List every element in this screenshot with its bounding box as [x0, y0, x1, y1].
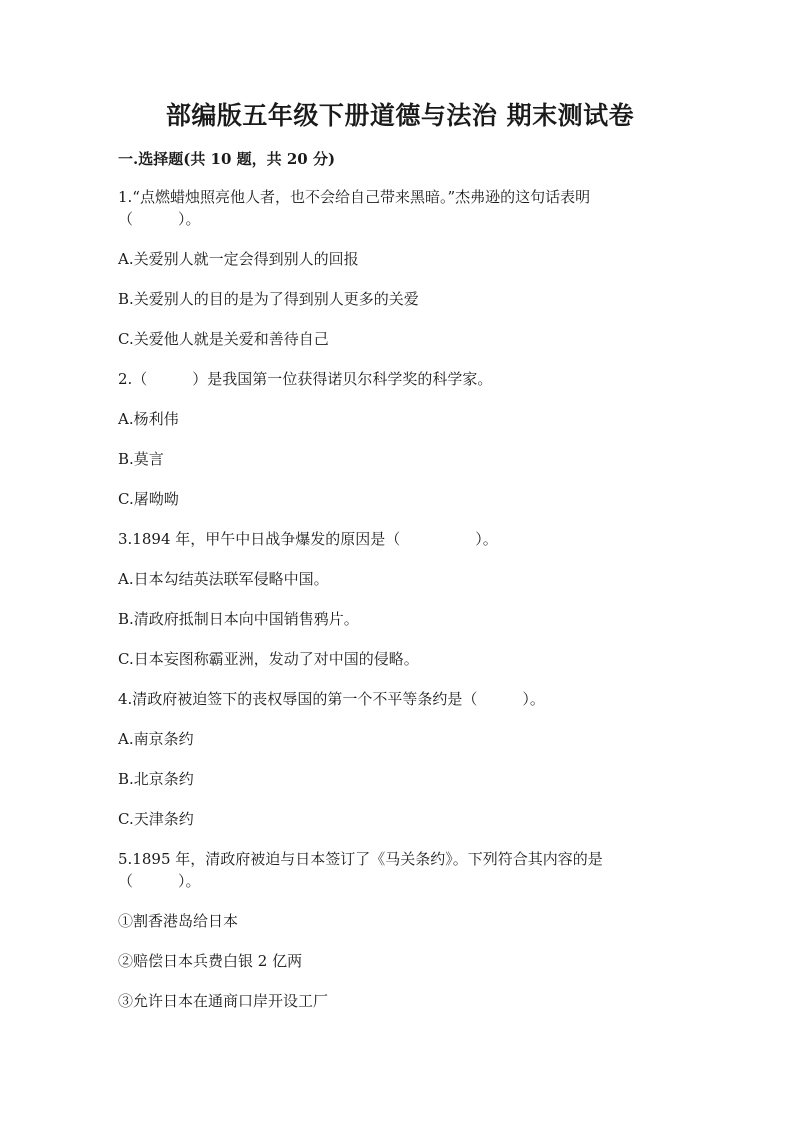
- question-text: 2.（ ）是我国第一位获得诺贝尔科学奖的科学家。: [118, 370, 493, 388]
- option-a: A.关爱别人就一定会得到别人的回报: [118, 250, 359, 268]
- question-text: 1.“点燃蜡烛照亮他人者，也不会给自己带来黑暗。”杰弗逊的这句话表明: [118, 188, 591, 206]
- statement-1: ①割香港岛给日本: [118, 912, 239, 930]
- statement-2: ②赔偿日本兵费白银 2 亿两: [118, 952, 303, 970]
- statement-3: ③允许日本在通商口岸开设工厂: [118, 992, 329, 1010]
- option-c: C.关爱他人就是关爱和善待自己: [118, 330, 329, 348]
- question-1: [118, 186, 678, 230]
- question-5: [118, 848, 678, 892]
- option-a: A.杨利伟: [118, 410, 179, 428]
- section-heading: 一.选择题(共 10 题，共 20 分): [118, 150, 336, 168]
- question-4: [118, 688, 678, 710]
- option-b: B.关爱别人的目的是为了得到别人更多的关爱: [118, 290, 419, 308]
- question-2: [118, 368, 678, 390]
- option-b: B.北京条约: [118, 770, 194, 788]
- option-b: B.莫言: [118, 450, 164, 468]
- question-3: [118, 528, 678, 550]
- question-text: 3.1894 年，甲午中日战争爆发的原因是（ ）。: [118, 530, 498, 548]
- question-text: （ ）。: [118, 210, 201, 228]
- questions-list: [118, 186, 678, 1030]
- option-a: A.日本勾结英法联军侵略中国。: [118, 570, 329, 588]
- question-text: （ ）。: [118, 872, 201, 890]
- question-text: 5.1895 年，清政府被迫与日本签订了《马关条约》。下列符合其内容的是: [118, 850, 603, 868]
- page-title: 部编版五年级下册道德与法治 期末测试卷: [165, 101, 635, 130]
- option-c: C.天津条约: [118, 810, 194, 828]
- option-c: C.屠呦呦: [118, 490, 179, 508]
- question-text: 4.清政府被迫签下的丧权辱国的第一个不平等条约是（ ）。: [118, 690, 545, 708]
- option-c: C.日本妄图称霸亚洲，发动了对中国的侵略。: [118, 650, 419, 668]
- option-b: B.清政府抵制日本向中国销售鸦片。: [118, 610, 359, 628]
- option-a: A.南京条约: [118, 730, 194, 748]
